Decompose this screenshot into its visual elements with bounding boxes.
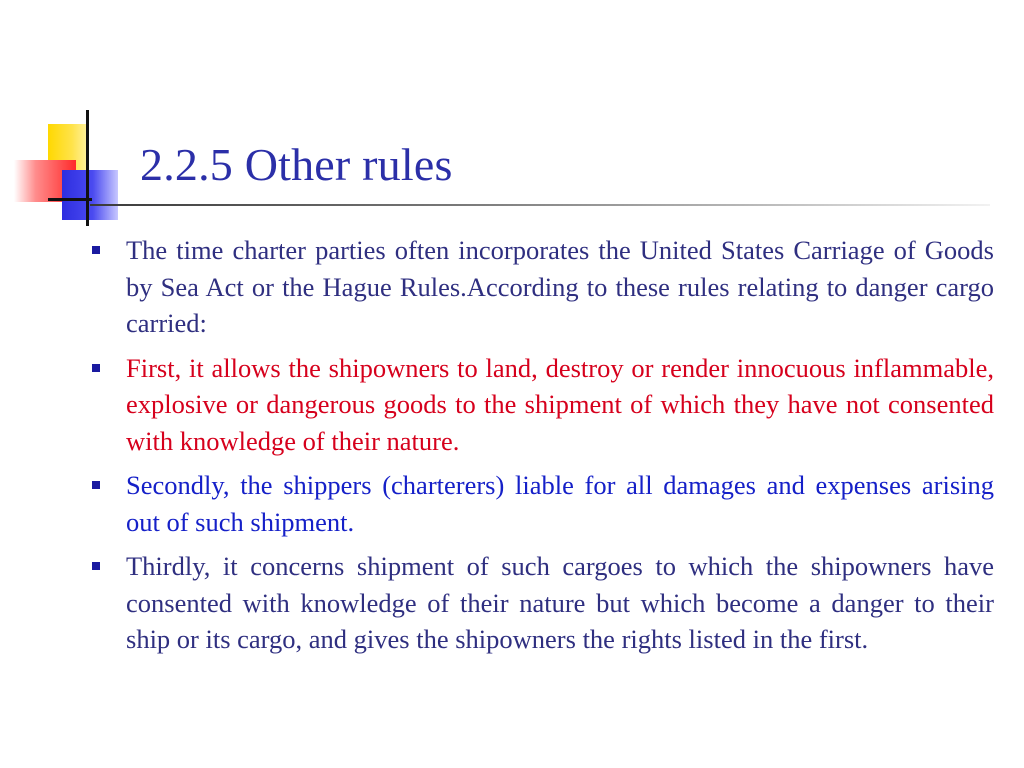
vertical-accent-line [86,110,89,226]
bullet-text: Secondly, the shippers (charterers) liable for all damages and expenses arising out of such shipment. [126,470,994,537]
bullet-text: Thirdly, it concerns shipment of such cargoes to which the shipowners have consented with knowledge of their nature but which become a danger to their ship or its cargo, and gives the shipowners the rights listed in the first. [126,551,994,654]
title-divider [90,204,990,206]
bullet-item [90,548,994,658]
bullet-text: The time charter parties often incorporates the United States Carriage of Goods by Sea Act or the Hague Rules.According to these rules relating to danger cargo carried: [126,235,994,338]
bullet-text: First, it allows the shipowners to land, destroy or render innocuous inflammable, explosive or dangerous goods to the shipment of which they have not consented with knowledge of their nature. [126,352,994,456]
horizontal-accent-line [48,198,92,201]
bullet-square-icon [92,481,100,489]
bullet-item [90,467,994,540]
slide-title: 2.2.5 Other rules [140,139,453,190]
bullet-square-icon [92,246,100,254]
bullet-item [90,350,994,460]
bullet-list [90,232,994,666]
bullet-item [90,232,994,342]
blue-gradient-square [62,170,118,220]
bullet-square-icon [92,562,100,570]
bullet-square-icon [92,364,100,372]
decorative-logo-block [0,0,140,230]
